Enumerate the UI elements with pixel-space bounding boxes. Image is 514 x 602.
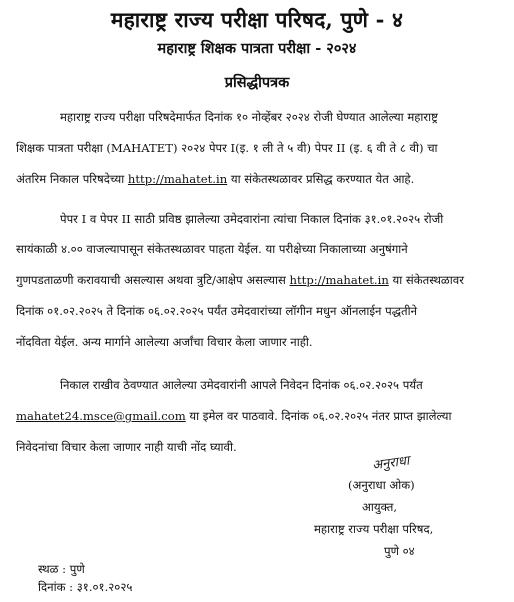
signatory-office: महाराष्ट्र राज्य परीक्षा परिषद, bbox=[314, 522, 434, 536]
para3-line3: निवेदनांचा विचार केला जाणार नाही याची नोंद घ्यावी. bbox=[16, 440, 237, 454]
signature-mark: अनुराधा bbox=[371, 453, 411, 474]
para2-line2: सायंकाळी ४.०० वाजल्यापासून संकेतस्थळावर पाहता येईल. या परीक्षेच्या निकालाच्या अनुषंगाने bbox=[16, 242, 408, 256]
signatory-designation: आयुक्त, bbox=[362, 500, 398, 514]
para2-line3-text: गुणपडताळणी करावयाची असल्यास अथवा त्रुटि/आक्षेप असल्यास bbox=[16, 273, 290, 287]
mahatet-link[interactable]: http://mahatet.in bbox=[127, 172, 228, 186]
date-label: दिनांक : ३१.०१.२०२५ bbox=[38, 580, 133, 594]
para1-line3-tail: या संकेतस्थळावर प्रसिद्ध करण्यात येत आहे. bbox=[227, 172, 415, 186]
para3-line1: निकाल राखीव ठेवण्यात आलेल्या उमेदवारांनी आपले निवेदन दिनांक ०६.०२.२०२५ पर्यंत bbox=[60, 378, 423, 392]
mahatet-link-2[interactable]: http://mahatet.in bbox=[289, 273, 389, 287]
para3-line2-tail: या इमेल वर पाठवावे. दिनांक ०६.०२.२०२५ नंतर प्राप्त झालेल्या bbox=[185, 409, 452, 423]
para2-line5: नोंदविता येईल. अन्य मार्गाने आलेल्या अर्जांचा विचार केला जाणार नाही. bbox=[16, 335, 313, 349]
para1-line2: शिक्षक पात्रता परीक्षा (MAHATET) २०२४ पेपर I(इ. १ ली ते ५ वी) पेपर II (इ. ६ वी ते ८ वी) चा bbox=[16, 141, 438, 155]
signatory-city: पुणे ०४ bbox=[384, 544, 415, 558]
para1-line3 bbox=[16, 172, 414, 187]
para2-line3 bbox=[16, 273, 464, 288]
para1-line1: महाराष्ट्र राज्य परीक्षा परिषदेमार्फत दिनांक १० नोव्हेंबर २०२४ रोजी घेण्यात आलेल्या महाराष्ट्र bbox=[60, 110, 438, 124]
para2-line3-tail: या संकेतस्थळावर bbox=[388, 273, 464, 287]
page-subtitle: महाराष्ट्र शिक्षक पात्रता परीक्षा - २०२४ bbox=[157, 40, 357, 57]
notice-heading: प्रसिद्धीपत्रक bbox=[224, 74, 290, 91]
para3-line2 bbox=[16, 409, 452, 424]
para1-line3-text: अंतरिम निकाल परिषदेच्या bbox=[16, 172, 128, 186]
signatory-name: (अनुराधा ओक) bbox=[348, 478, 415, 492]
email-link[interactable]: mahatet24.msce@gmail.com bbox=[16, 409, 186, 423]
para2-line1: पेपर I व पेपर II साठी प्रविष्ठ झालेल्या उमेदवारांना त्यांचा निकाल दिनांक ३१.०१.२०२५ रोजी bbox=[60, 212, 444, 226]
page-title: महाराष्ट्र राज्य परीक्षा परिषद, पुणे - ४ bbox=[110, 7, 404, 32]
para2-line4: दिनांक ०१.०२.२०२५ ते दिनांक ०६.०२.२०२५ पर्यंत उमेदवारांच्या लॉगीन मधुन ऑनलाईन पद्धतीने bbox=[16, 304, 418, 318]
place-label: स्थळ : पुणे bbox=[38, 562, 85, 576]
